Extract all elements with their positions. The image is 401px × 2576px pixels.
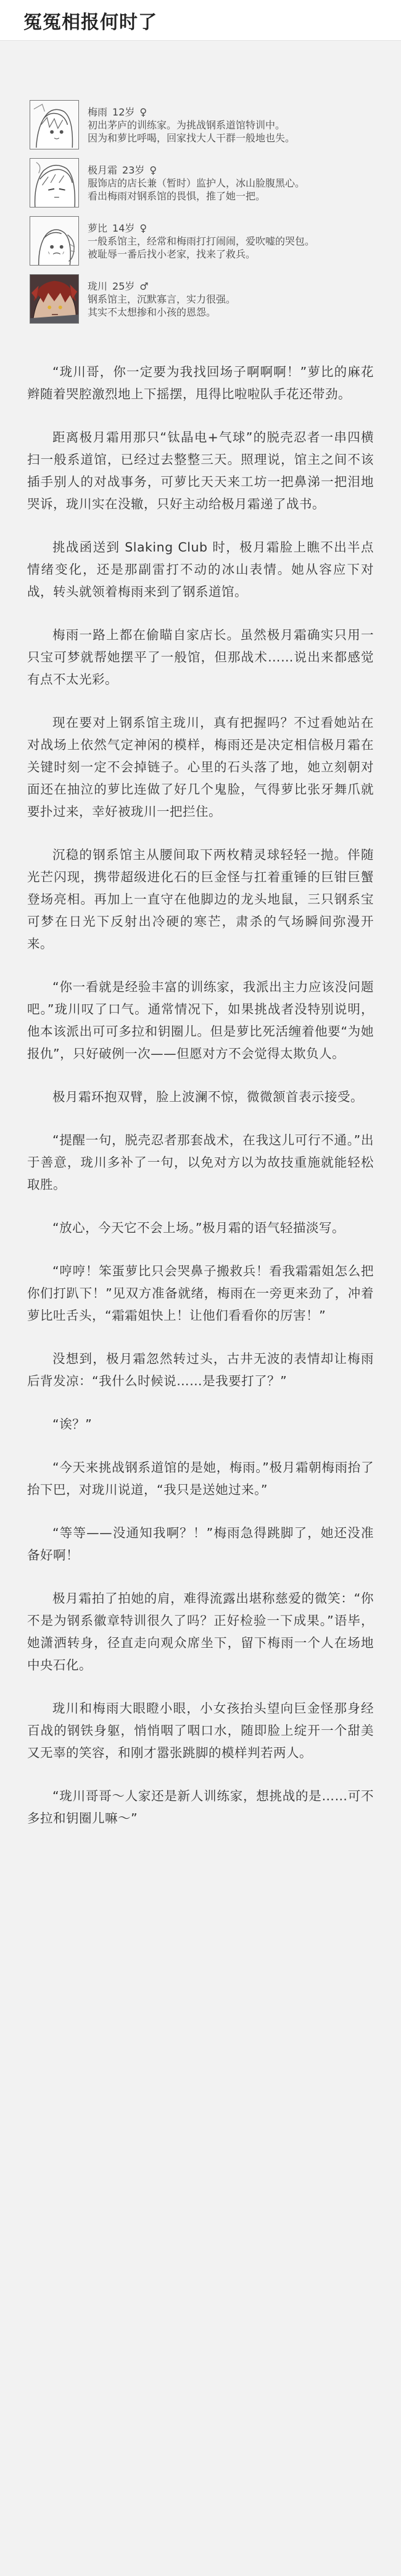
character-name: 梅雨: [88, 106, 108, 118]
character-gender: ♀: [149, 164, 157, 176]
character-description: 因为和萝比呼喝，回家找大人干群一般地也失。: [88, 132, 296, 144]
character-card: [30, 274, 401, 324]
story-paragraph: “你一看就是经验丰富的训练家，我派出主力应该没问题吧。”珑川叹了口气。通常情况下，如果挑战者没特别说明，他本该派出可可多拉和钥圈儿。但是萝比死活缠着他要“为她报仇”，只好破例一次——但愿对方不会觉得太欺负人。: [27, 980, 374, 1061]
character-age: 14岁: [112, 222, 135, 234]
story-paragraph: “放心，今天它不会上场。”极月霜的语气轻描淡写。: [52, 1220, 345, 1235]
character-card: [30, 216, 401, 266]
character-portrait-icon: [30, 275, 78, 323]
character-description: 初出茅庐的训练家。为挑战钢系道馆特训中。: [88, 119, 286, 131]
story-paragraph: “等等——没通知我啊？！”梅雨急得跳脚了，她还没准备好啊！: [27, 1525, 374, 1563]
story-paragraph: 距离极月霜用那只“钛晶电+气球”的脱壳忍者一串四横扫一般系道馆，已经过去整整三天。照理说，馆主之间不该插手别人的对战事务，可萝比天天来工坊一把鼻涕一把泪地哭诉，珑川实在没辙，只好主动给极月霜递了战书。: [27, 430, 374, 511]
character-gender: ♀: [139, 106, 147, 118]
character-age: 12岁: [112, 106, 135, 118]
story-paragraph: 没想到，极月霜忽然转过头，古井无波的表情却让梅雨后背发凉：“我什么时候说……是我要打了？”: [27, 1351, 374, 1388]
character-card: [30, 158, 401, 208]
character-name: 珑川: [88, 280, 108, 292]
story-paragraph: 珑川和梅雨大眼瞪小眼，小女孩抬头望向巨金怪那身经百战的钢铁身躯，悄悄咽了咽口水，随即脸上绽开一个甜美又无辜的笑容，和刚才嚣张跳脚的模样判若两人。: [27, 1701, 374, 1760]
character-list: [0, 41, 401, 324]
avatar: [30, 100, 79, 149]
character-name: 萝比: [88, 222, 108, 234]
story-paragraph: 极月霜拍了拍她的肩，难得流露出堪称慈爱的微笑：“你不是为钢系徽章特训很久了吗？正好检验一下成果。”语毕，她潇洒转身，径直走向观众席坐下，留下梅雨一个人在场地中央石化。: [27, 1591, 374, 1672]
character-gender: ♀: [139, 222, 147, 234]
story-paragraph: 梅雨一路上都在偷瞄自家店长。虽然极月霜确实只用一只宝可梦就帮她摆平了一般馆，但那战术……说出来都感觉有点不太光彩。: [27, 627, 374, 687]
story-paragraph: 挑战函送到 Slaking Club 时，极月霜脸上瞧不出半点情绪变化，还是那副雷打不动的冰山表情。她从容应下对战，转头就领着梅雨来到了钢系道馆。: [27, 540, 374, 599]
character-description: 被耻辱一番后找小老家，找来了救兵。: [88, 248, 256, 260]
story-paragraph: 极月霜环抱双臂，脸上波澜不惊，微微颔首表示接受。: [52, 1089, 363, 1104]
character-name: 极月霜: [88, 164, 118, 176]
character-card: [30, 100, 401, 149]
story-paragraph: “提醒一句，脱壳忍者那套战术，在我这儿可行不通。”出于善意，珑川多补了一句，以免对方以为故技重施就能轻松取胜。: [27, 1133, 374, 1192]
character-description: 看出梅雨对钢系馆的畏惧，推了她一把。: [88, 190, 266, 202]
story-paragraph: “珑川哥哥～人家还是新人训练家，想挑战的是……可不多拉和钥圈儿嘛～”: [27, 1789, 374, 1826]
story-paragraph: “今天来挑战钢系道馆的是她，梅雨。”极月霜朝梅雨抬了抬下巴，对珑川说道，“我只是送她过来。”: [27, 1460, 374, 1497]
story-body: [0, 332, 401, 1829]
avatar: [30, 274, 79, 324]
character-description: 服饰店的店长兼（暂时）监护人，冰山脸腹黑心。: [88, 177, 305, 189]
title-bar: [0, 0, 401, 41]
character-gender: ♂: [139, 280, 149, 292]
story-paragraph: “哼哼！笨蛋萝比只会哭鼻子搬救兵！看我霜霜姐怎么把你们打趴下！”见双方准备就绪，梅雨在一旁更来劲了，冲着萝比吐舌头，“霜霜姐快上！让他们看看你的厉害！”: [27, 1264, 374, 1323]
page-title: 冤冤相报何时了: [23, 11, 157, 33]
character-description: 一般系馆主，经常和梅雨打打闹闹，爱吹嘘的哭包。: [88, 235, 315, 247]
character-age: 25岁: [112, 280, 135, 292]
story-paragraph: 沉稳的钢系馆主从腰间取下两枚精灵球轻轻一抛。伴随光芒闪现，携带超级进化石的巨金怪与扛着重锤的巨钳巨蟹登场亮相。再加上一直守在他脚边的龙头地鼠，三只钢系宝可梦在日光下反射出冷硬的寒芒，肃杀的气场瞬间弥漫开来。: [27, 847, 374, 951]
avatar: [30, 216, 79, 266]
story-paragraph: “珑川哥，你一定要为我找回场子啊啊啊！”萝比的麻花辫随着哭腔激烈地上下摇摆，甩得比啦啦队手花还带劲。: [27, 364, 374, 401]
story-paragraph: “诶？”: [52, 1417, 93, 1432]
character-portrait-icon: [30, 101, 78, 149]
character-age: 23岁: [122, 164, 145, 176]
character-description: 其实不太想掺和小孩的恩怨。: [88, 306, 217, 318]
character-portrait-icon: [30, 159, 78, 207]
avatar: [30, 158, 79, 208]
story-paragraph: 现在要对上钢系馆主珑川，真有把握吗？不过看她站在对战场上依然气定神闲的模样，梅雨还是决定相信极月霜在关键时刻一定不会掉链子。心里的石头落了地，她立刻朝对面还在抽泣的萝比连做了好几个鬼脸，气得萝比张牙舞爪就要扑过来，幸好被珑川一把拦住。: [27, 715, 374, 819]
character-description: 钢系馆主，沉默寡言，实力很强。: [88, 293, 236, 305]
character-portrait-icon: [30, 217, 78, 265]
